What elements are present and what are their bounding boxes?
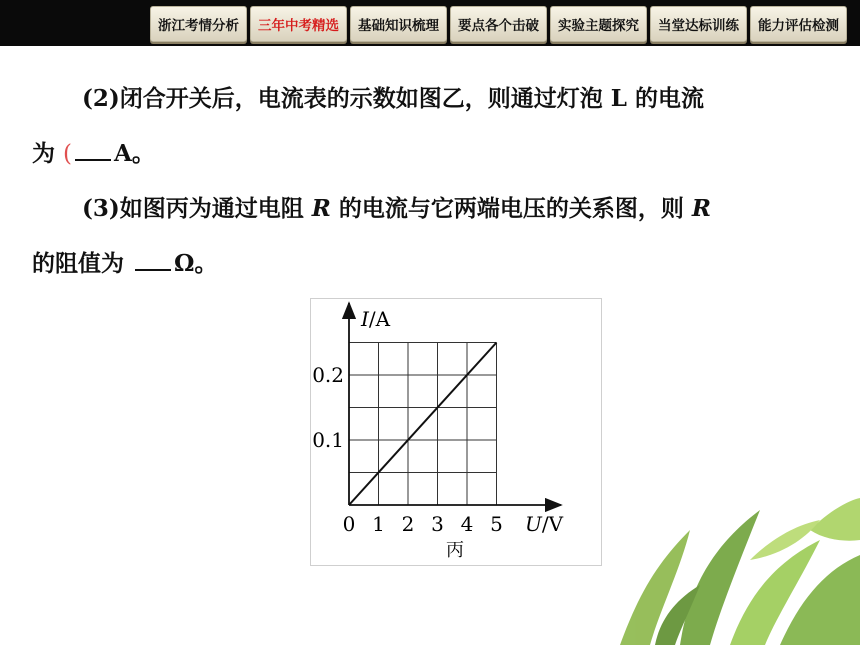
question-2-line-1: (2)闭合开关后，电流表的示数如图乙，则通过灯泡 L 的电流 <box>82 85 704 112</box>
iu-graph-figure <box>310 298 602 566</box>
resistor-symbol-2: R <box>691 195 712 222</box>
y-tick-label: 0.2 <box>312 363 344 387</box>
q2-prefix: 为 <box>32 140 55 167</box>
tab-ability-assessment[interactable]: 能力评估检测 <box>750 6 847 42</box>
x-tick-label: 4 <box>460 512 474 536</box>
q3-suffix: Ω。 <box>174 250 218 277</box>
tab-experiment-inquiry[interactable]: 实验主题探究 <box>550 6 647 42</box>
q3-prefix: 的阻值为 <box>32 250 124 277</box>
tab-basic-knowledge[interactable]: 基础知识梳理 <box>350 6 447 42</box>
resistor-symbol: R <box>311 195 331 222</box>
tab-exam-analysis[interactable]: 浙江考情分析 <box>150 6 247 42</box>
nav-tabs <box>150 6 847 42</box>
x-axis-label: U/V <box>525 512 564 536</box>
question-3-line-1 <box>82 180 711 238</box>
y-axis-label: I/A <box>361 307 391 331</box>
figure-caption: 丙 <box>446 540 464 561</box>
tab-three-year-selection[interactable]: 三年中考精选 <box>250 6 347 42</box>
q3-text-a: (3)如图丙为通过电阻 <box>82 195 312 222</box>
top-nav-bar <box>0 0 860 46</box>
x-tick-label: 0 <box>342 512 356 536</box>
tab-class-training[interactable]: 当堂达标训练 <box>650 6 747 42</box>
y-tick-label: 0.1 <box>312 428 344 452</box>
q2-suffix: A。 <box>114 140 155 167</box>
question-3-line-2 <box>32 235 218 293</box>
answer-blank-current[interactable] <box>75 139 111 161</box>
x-tick-label: 1 <box>372 512 385 536</box>
q3-text-b: 的电流与它两端电压的关系图，则 <box>330 195 692 222</box>
x-tick-label: 3 <box>431 512 444 536</box>
question-2-line-2 <box>32 125 155 183</box>
x-tick-label: 2 <box>401 512 415 536</box>
iu-series-line <box>349 343 497 506</box>
answer-blank-resistance[interactable] <box>135 249 171 271</box>
answer-mark: ( <box>63 141 72 167</box>
tab-key-points[interactable]: 要点各个击破 <box>450 6 547 42</box>
iu-chart <box>311 299 601 565</box>
x-tick-label: 5 <box>490 512 503 536</box>
decorative-plant-image <box>560 470 860 645</box>
